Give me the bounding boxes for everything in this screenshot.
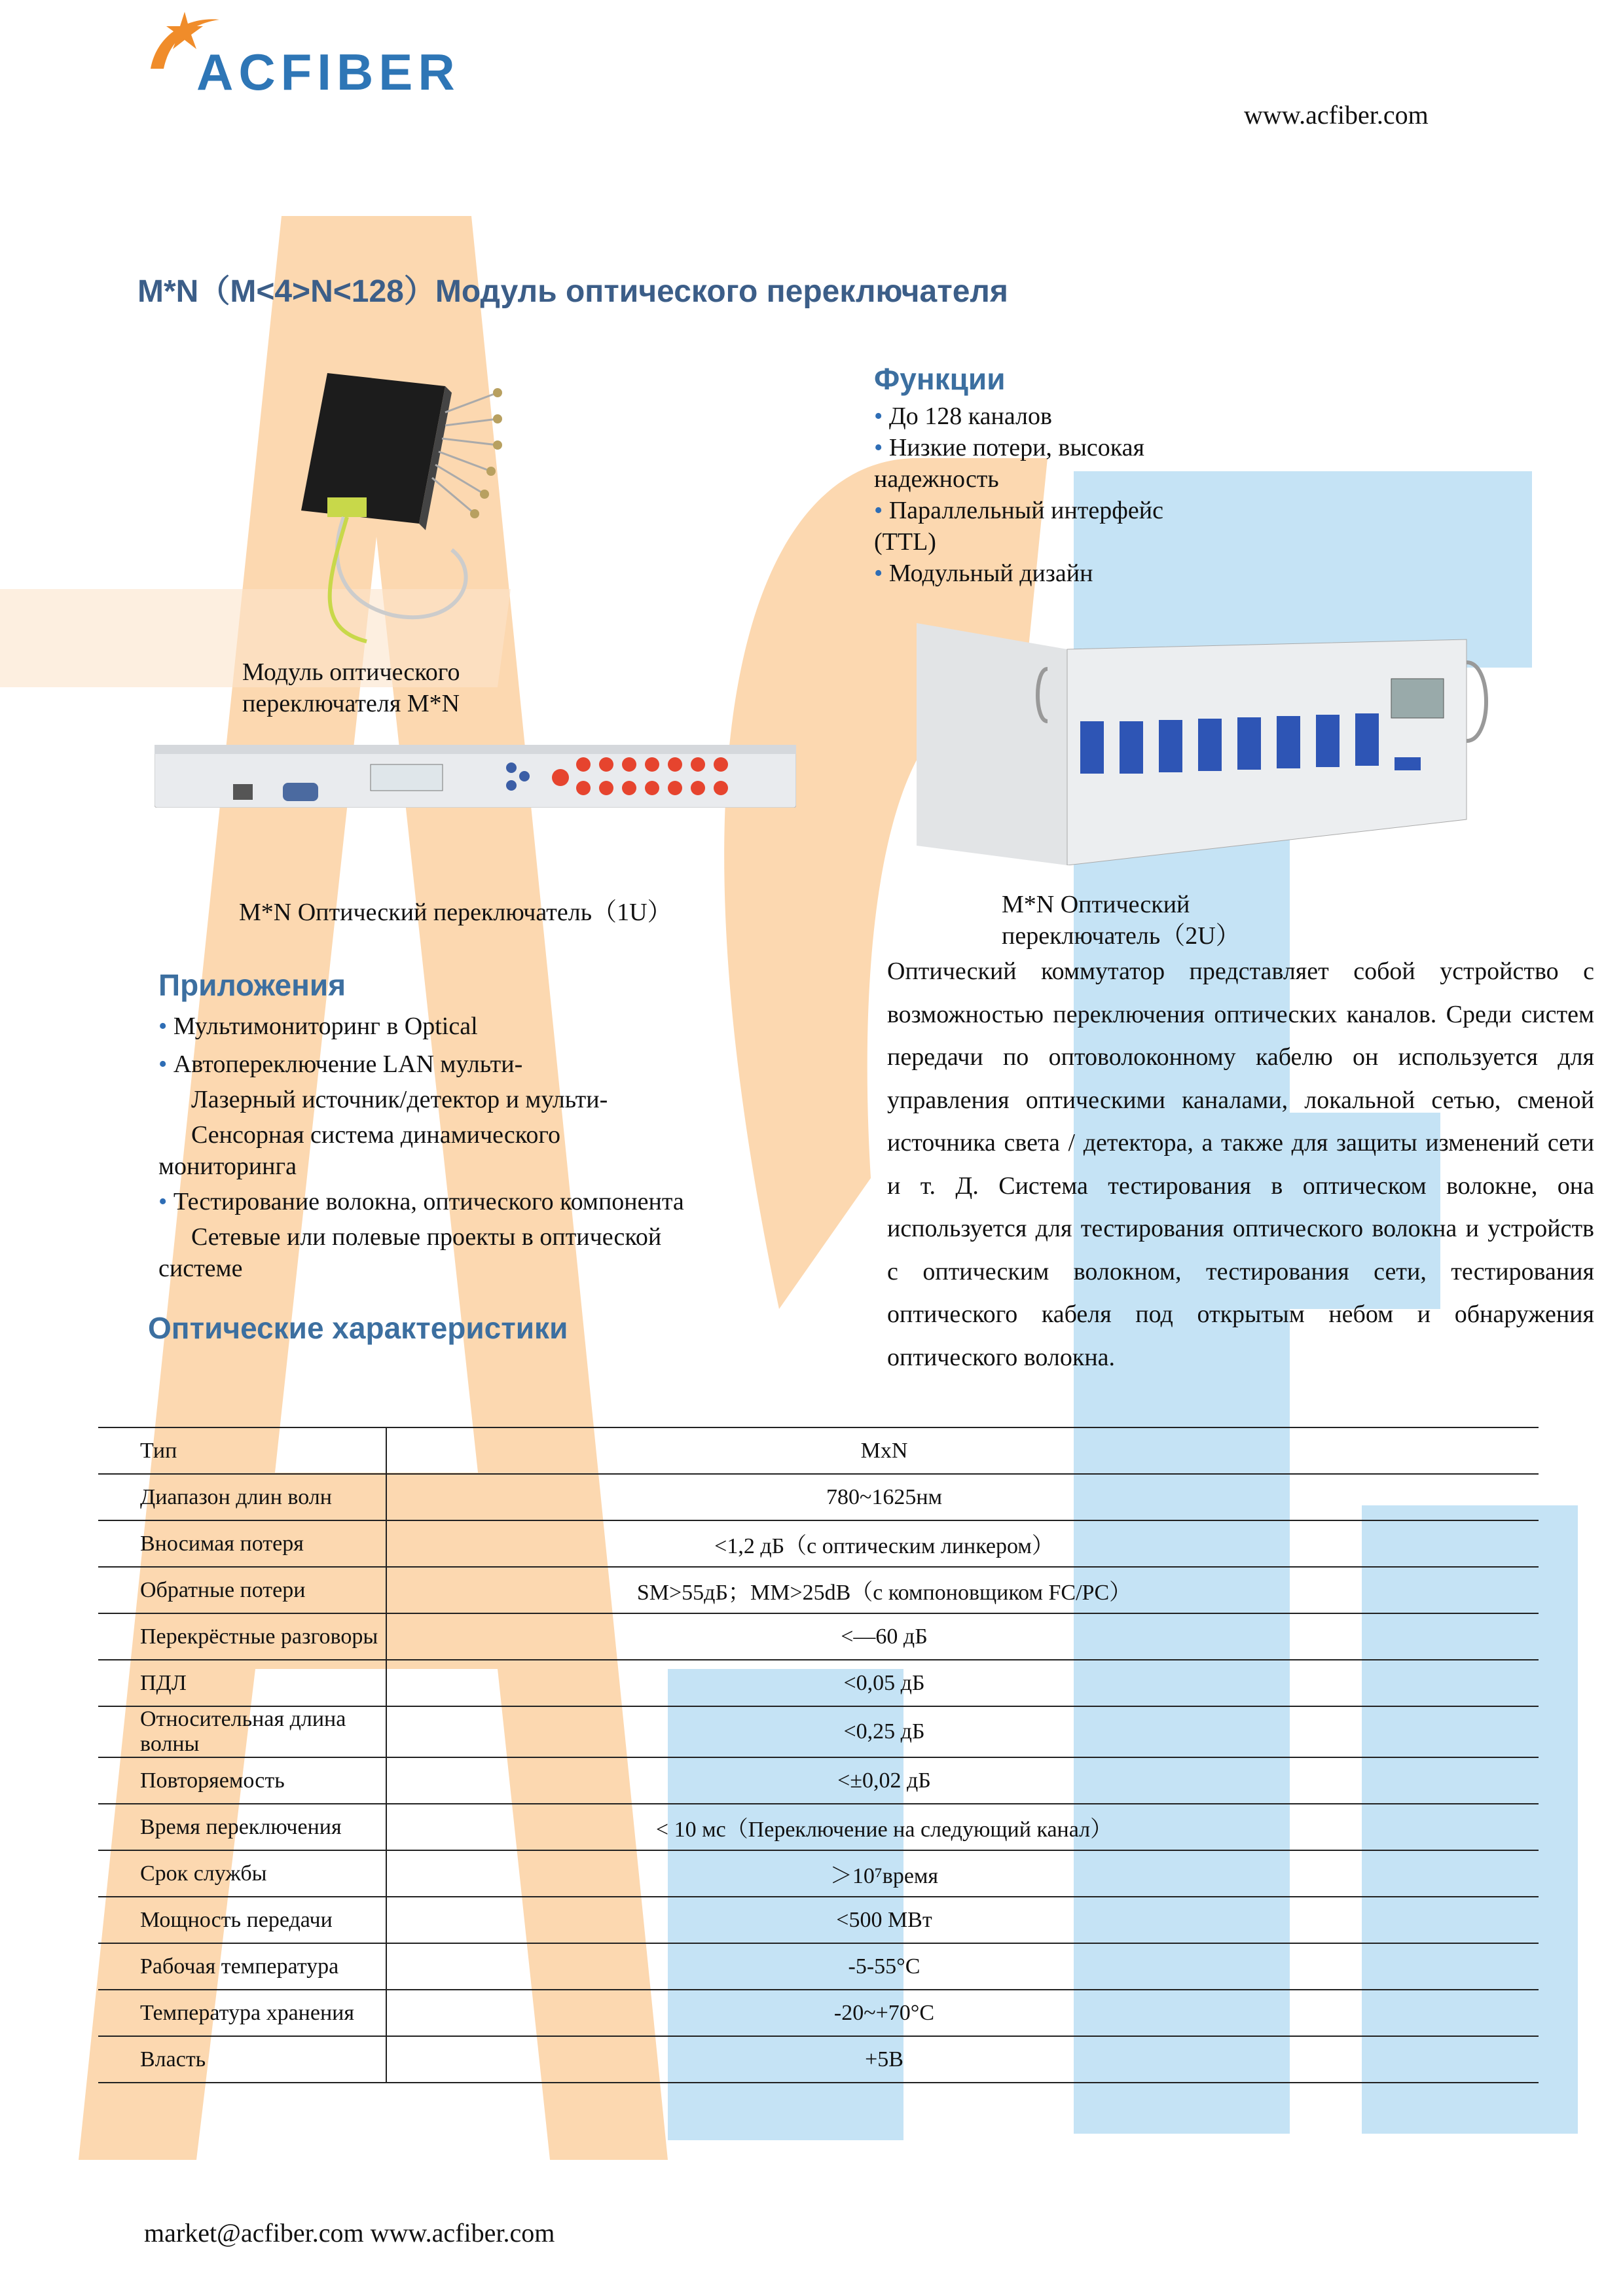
application-item: Сетевые или полевые проекты в оптической системе [158, 1223, 662, 1282]
spec-key: Тип [98, 1427, 386, 1474]
spec-key: Мощность передачи [98, 1897, 386, 1943]
header-website: www.acfiber.com [1244, 100, 1429, 130]
spec-key: Обратные потери [98, 1567, 386, 1613]
spec-value: <1,2 дБ（с оптическим линкером） [386, 1520, 1539, 1567]
footer-contact: market@acfiber.com www.acfiber.com [144, 2218, 555, 2248]
spec-value: <500 МВт [386, 1897, 1539, 1943]
specs-table [98, 1427, 1539, 2083]
function-item: • Низкие потери, высокая надежность [874, 434, 1144, 493]
spec-key: Температура хранения [98, 1990, 386, 2036]
spec-value: SM>55дБ；MM>25dB（с компоновщиком FC/PC） [386, 1567, 1539, 1613]
spec-key: Повторяемость [98, 1757, 386, 1804]
page-title: M*N（M<4>N<128）Модуль оптического переключателя [137, 274, 1008, 309]
spec-value: -5-55°C [386, 1943, 1539, 1990]
spec-value: +5В [386, 2036, 1539, 2083]
spec-value: MxN [386, 1427, 1539, 1474]
applications-heading: Приложения [158, 968, 346, 1002]
spec-row [98, 1474, 1539, 1520]
spec-key: Относительная длина волны [98, 1706, 386, 1757]
functions-heading: Функции [874, 362, 1006, 396]
caption-module: Модуль оптического переключателя M*N [242, 658, 460, 717]
switch-2u-image [917, 623, 1493, 865]
applications-list [158, 1011, 695, 1284]
spec-row [98, 1706, 1539, 1757]
function-item: • Параллельный интерфейс (TTL) [874, 497, 1163, 556]
spec-value: <0,05 дБ [386, 1660, 1539, 1706]
spec-key: Вносимая потеря [98, 1520, 386, 1567]
function-item: • Модульный дизайн [874, 560, 1093, 587]
spec-row [98, 1897, 1539, 1943]
logo-text: ACFIBER [196, 43, 460, 101]
functions-list [874, 401, 1214, 589]
spec-value: 780~1625нм [386, 1474, 1539, 1520]
spec-key: Рабочая температура [98, 1943, 386, 1990]
spec-value: <±0,02 дБ [386, 1757, 1539, 1804]
application-item: • Автопереключение LAN мульти- [158, 1050, 523, 1078]
spec-row [98, 2036, 1539, 2083]
application-item: • Мультимониторинг в Optical [158, 1013, 478, 1040]
spec-key: Срок службы [98, 1850, 386, 1897]
description-paragraph: Оптический коммутатор представляет собой устройство с возможностью переключения оптических каналов. Среди систем передачи по оптоволоконному кабелю он используется для управления оптическими каналами, локальной сетью, сменой источника света / детектора, а также для защиты изменений сети и т. Д. Система тестирования в оптическом волокне, она используется для тестирования оптического волокна и устройств с оптическим волокном, тестирования сети, тестирования оптического кабеля под открытым небом и обнаружения оптического волокна. [887, 958, 1594, 1371]
application-item: Сенсорная система динамического мониторинга [158, 1121, 560, 1180]
spec-value: < 10 мс（Переключение на следующий канал） [386, 1804, 1539, 1850]
spec-row [98, 1804, 1539, 1850]
spec-key: Время переключения [98, 1804, 386, 1850]
spec-value: <0,25 дБ [386, 1706, 1539, 1757]
spec-key: Диапазон длин волн [98, 1474, 386, 1520]
application-item: Лазерный источник/детектор и мульти- [191, 1086, 608, 1113]
spec-value: ＞10⁷время [386, 1850, 1539, 1897]
caption-switch-1u: M*N Оптический переключатель（1U） [239, 899, 672, 926]
spec-value: -20~+70°C [386, 1990, 1539, 2036]
spec-key: Перекрёстные разговоры [98, 1613, 386, 1660]
function-item: • До 128 каналов [874, 403, 1052, 430]
spec-value: <—60 дБ [386, 1613, 1539, 1660]
spec-row [98, 1427, 1539, 1474]
application-item: • Тестирование волокна, оптического компонента [158, 1188, 684, 1215]
spec-row [98, 1943, 1539, 1990]
caption-switch-2u: M*N Оптический переключатель（2U） [1002, 891, 1241, 950]
spec-key: ПДЛ [98, 1660, 386, 1706]
spec-row [98, 1660, 1539, 1706]
spec-row [98, 1850, 1539, 1897]
spec-row [98, 1520, 1539, 1567]
acfiber-logo [144, 7, 484, 105]
switch-1u-image [155, 745, 796, 808]
spec-row [98, 1613, 1539, 1660]
specs-heading: Оптические характеристики [148, 1311, 568, 1345]
spec-row [98, 1757, 1539, 1804]
spec-key: Власть [98, 2036, 386, 2083]
module-product-image [288, 353, 511, 655]
spec-row [98, 1567, 1539, 1613]
spec-row [98, 1990, 1539, 2036]
